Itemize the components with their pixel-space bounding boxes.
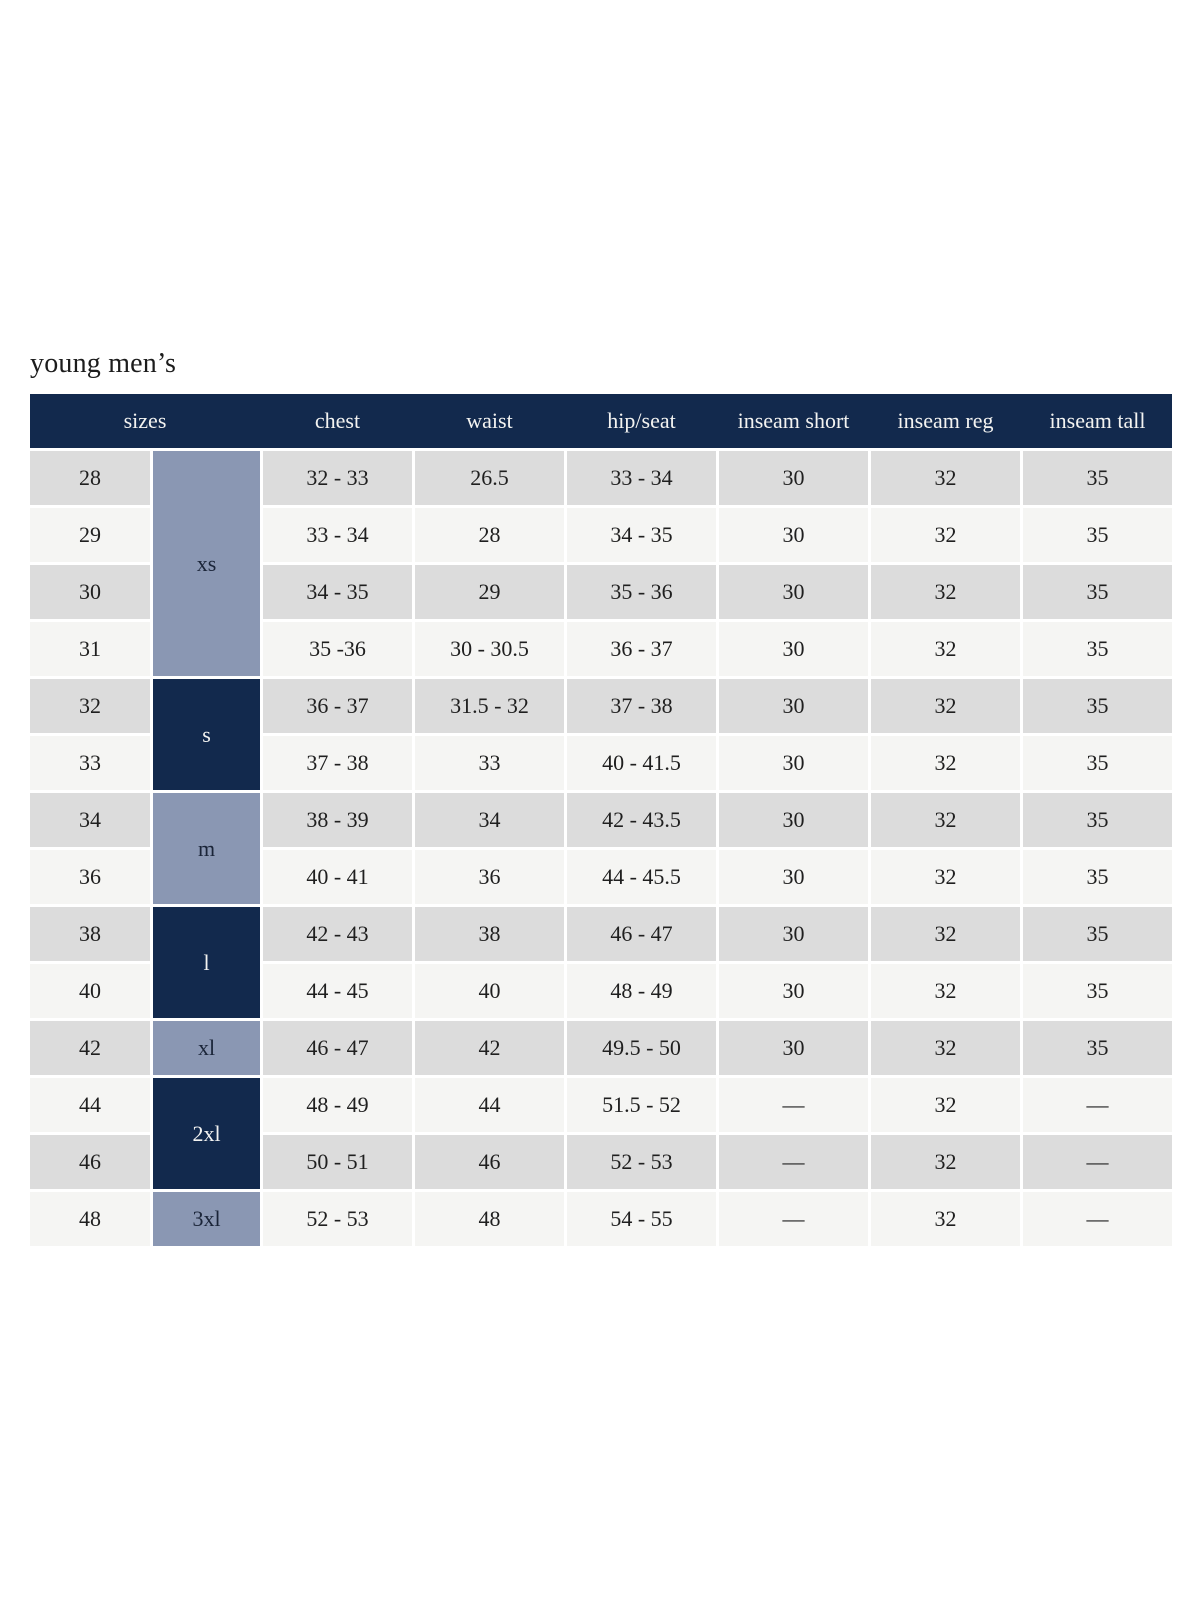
size-group-2xl: 2xl <box>153 1078 260 1189</box>
cell-hip-seat: 44 - 45.5 <box>567 850 716 904</box>
cell-waist: 40 <box>415 964 564 1018</box>
cell-waist: 38 <box>415 907 564 961</box>
cell-inseam-short: 30 <box>719 508 868 562</box>
cell-inseam-short: — <box>719 1078 868 1132</box>
cell-inseam-reg: 32 <box>871 622 1020 676</box>
cell-waist: 30 - 30.5 <box>415 622 564 676</box>
cell-chest: 42 - 43 <box>263 907 412 961</box>
column-header-sizes: sizes <box>123 408 167 433</box>
cell-size: 48 <box>30 1192 150 1246</box>
table-body <box>30 451 1172 1246</box>
cell-inseam-reg: 32 <box>871 1135 1020 1189</box>
cell-size: 44 <box>30 1078 150 1132</box>
cell-chest: 46 - 47 <box>263 1021 412 1075</box>
cell-chest: 35 -36 <box>263 622 412 676</box>
cell-inseam-short: — <box>719 1192 868 1246</box>
cell-size: 32 <box>30 679 150 733</box>
cell-waist: 31.5 - 32 <box>415 679 564 733</box>
cell-inseam-reg: 32 <box>871 1192 1020 1246</box>
cell-inseam-tall: 35 <box>1023 565 1172 619</box>
cell-hip-seat: 36 - 37 <box>567 622 716 676</box>
cell-inseam-reg: 32 <box>871 850 1020 904</box>
cell-inseam-tall: 35 <box>1023 1021 1172 1075</box>
cell-hip-seat: 54 - 55 <box>567 1192 716 1246</box>
cell-inseam-tall: 35 <box>1023 679 1172 733</box>
cell-size: 34 <box>30 793 150 847</box>
cell-inseam-reg: 32 <box>871 736 1020 790</box>
cell-size: 38 <box>30 907 150 961</box>
cell-inseam-short: 30 <box>719 451 868 505</box>
cell-chest: 48 - 49 <box>263 1078 412 1132</box>
cell-waist: 28 <box>415 508 564 562</box>
cell-hip-seat: 48 - 49 <box>567 964 716 1018</box>
cell-chest: 44 - 45 <box>263 964 412 1018</box>
cell-inseam-tall: 35 <box>1023 964 1172 1018</box>
cell-chest: 37 - 38 <box>263 736 412 790</box>
cell-inseam-tall: — <box>1023 1192 1172 1246</box>
cell-chest: 36 - 37 <box>263 679 412 733</box>
cell-chest: 38 - 39 <box>263 793 412 847</box>
cell-inseam-tall: 35 <box>1023 850 1172 904</box>
cell-hip-seat: 42 - 43.5 <box>567 793 716 847</box>
cell-size: 30 <box>30 565 150 619</box>
cell-inseam-reg: 32 <box>871 907 1020 961</box>
cell-waist: 46 <box>415 1135 564 1189</box>
cell-inseam-reg: 32 <box>871 964 1020 1018</box>
cell-hip-seat: 35 - 36 <box>567 565 716 619</box>
size-chart-table <box>30 394 1172 1246</box>
cell-size: 36 <box>30 850 150 904</box>
cell-inseam-short: 30 <box>719 679 868 733</box>
cell-hip-seat: 40 - 41.5 <box>567 736 716 790</box>
cell-waist: 44 <box>415 1078 564 1132</box>
cell-waist: 34 <box>415 793 564 847</box>
page-title: young men’s <box>30 348 177 379</box>
cell-inseam-tall: — <box>1023 1135 1172 1189</box>
cell-size: 33 <box>30 736 150 790</box>
cell-inseam-short: 30 <box>719 1021 868 1075</box>
cell-chest: 52 - 53 <box>263 1192 412 1246</box>
size-group-l: l <box>153 907 260 1018</box>
cell-inseam-short: — <box>719 1135 868 1189</box>
column-header-inseam-short: inseam short <box>737 408 850 433</box>
cell-inseam-tall: 35 <box>1023 907 1172 961</box>
cell-inseam-short: 30 <box>719 622 868 676</box>
table-header-row <box>30 394 1172 448</box>
cell-inseam-tall: 35 <box>1023 622 1172 676</box>
cell-inseam-tall: 35 <box>1023 793 1172 847</box>
size-group-xl: xl <box>153 1021 260 1075</box>
cell-inseam-short: 30 <box>719 793 868 847</box>
cell-size: 29 <box>30 508 150 562</box>
cell-hip-seat: 37 - 38 <box>567 679 716 733</box>
cell-inseam-short: 30 <box>719 850 868 904</box>
column-header-inseam-reg: inseam reg <box>897 408 994 433</box>
cell-inseam-reg: 32 <box>871 451 1020 505</box>
cell-hip-seat: 49.5 - 50 <box>567 1021 716 1075</box>
cell-inseam-short: 30 <box>719 565 868 619</box>
cell-size: 40 <box>30 964 150 1018</box>
cell-inseam-short: 30 <box>719 736 868 790</box>
cell-inseam-tall: 35 <box>1023 508 1172 562</box>
cell-waist: 29 <box>415 565 564 619</box>
cell-size: 31 <box>30 622 150 676</box>
cell-chest: 34 - 35 <box>263 565 412 619</box>
size-group-xs: xs <box>153 451 260 676</box>
cell-chest: 40 - 41 <box>263 850 412 904</box>
cell-chest: 32 - 33 <box>263 451 412 505</box>
cell-hip-seat: 33 - 34 <box>567 451 716 505</box>
cell-size: 42 <box>30 1021 150 1075</box>
cell-inseam-reg: 32 <box>871 1021 1020 1075</box>
column-header-waist: waist <box>466 408 513 433</box>
cell-inseam-short: 30 <box>719 907 868 961</box>
cell-waist: 36 <box>415 850 564 904</box>
cell-hip-seat: 51.5 - 52 <box>567 1078 716 1132</box>
column-header-chest: chest <box>314 408 361 433</box>
size-group-3xl: 3xl <box>153 1192 260 1246</box>
cell-inseam-reg: 32 <box>871 1078 1020 1132</box>
cell-chest: 33 - 34 <box>263 508 412 562</box>
cell-inseam-tall: 35 <box>1023 451 1172 505</box>
cell-inseam-tall: 35 <box>1023 736 1172 790</box>
cell-inseam-short: 30 <box>719 964 868 1018</box>
column-header-inseam-tall: inseam tall <box>1049 408 1146 433</box>
cell-inseam-reg: 32 <box>871 793 1020 847</box>
cell-inseam-reg: 32 <box>871 508 1020 562</box>
cell-size: 46 <box>30 1135 150 1189</box>
cell-chest: 50 - 51 <box>263 1135 412 1189</box>
cell-inseam-reg: 32 <box>871 679 1020 733</box>
size-group-m: m <box>153 793 260 904</box>
cell-waist: 26.5 <box>415 451 564 505</box>
cell-inseam-reg: 32 <box>871 565 1020 619</box>
cell-inseam-tall: — <box>1023 1078 1172 1132</box>
size-group-s: s <box>153 679 260 790</box>
cell-size: 28 <box>30 451 150 505</box>
cell-waist: 33 <box>415 736 564 790</box>
cell-hip-seat: 52 - 53 <box>567 1135 716 1189</box>
column-header-hip-seat: hip/seat <box>607 408 676 433</box>
cell-hip-seat: 46 - 47 <box>567 907 716 961</box>
cell-waist: 48 <box>415 1192 564 1246</box>
cell-hip-seat: 34 - 35 <box>567 508 716 562</box>
cell-waist: 42 <box>415 1021 564 1075</box>
